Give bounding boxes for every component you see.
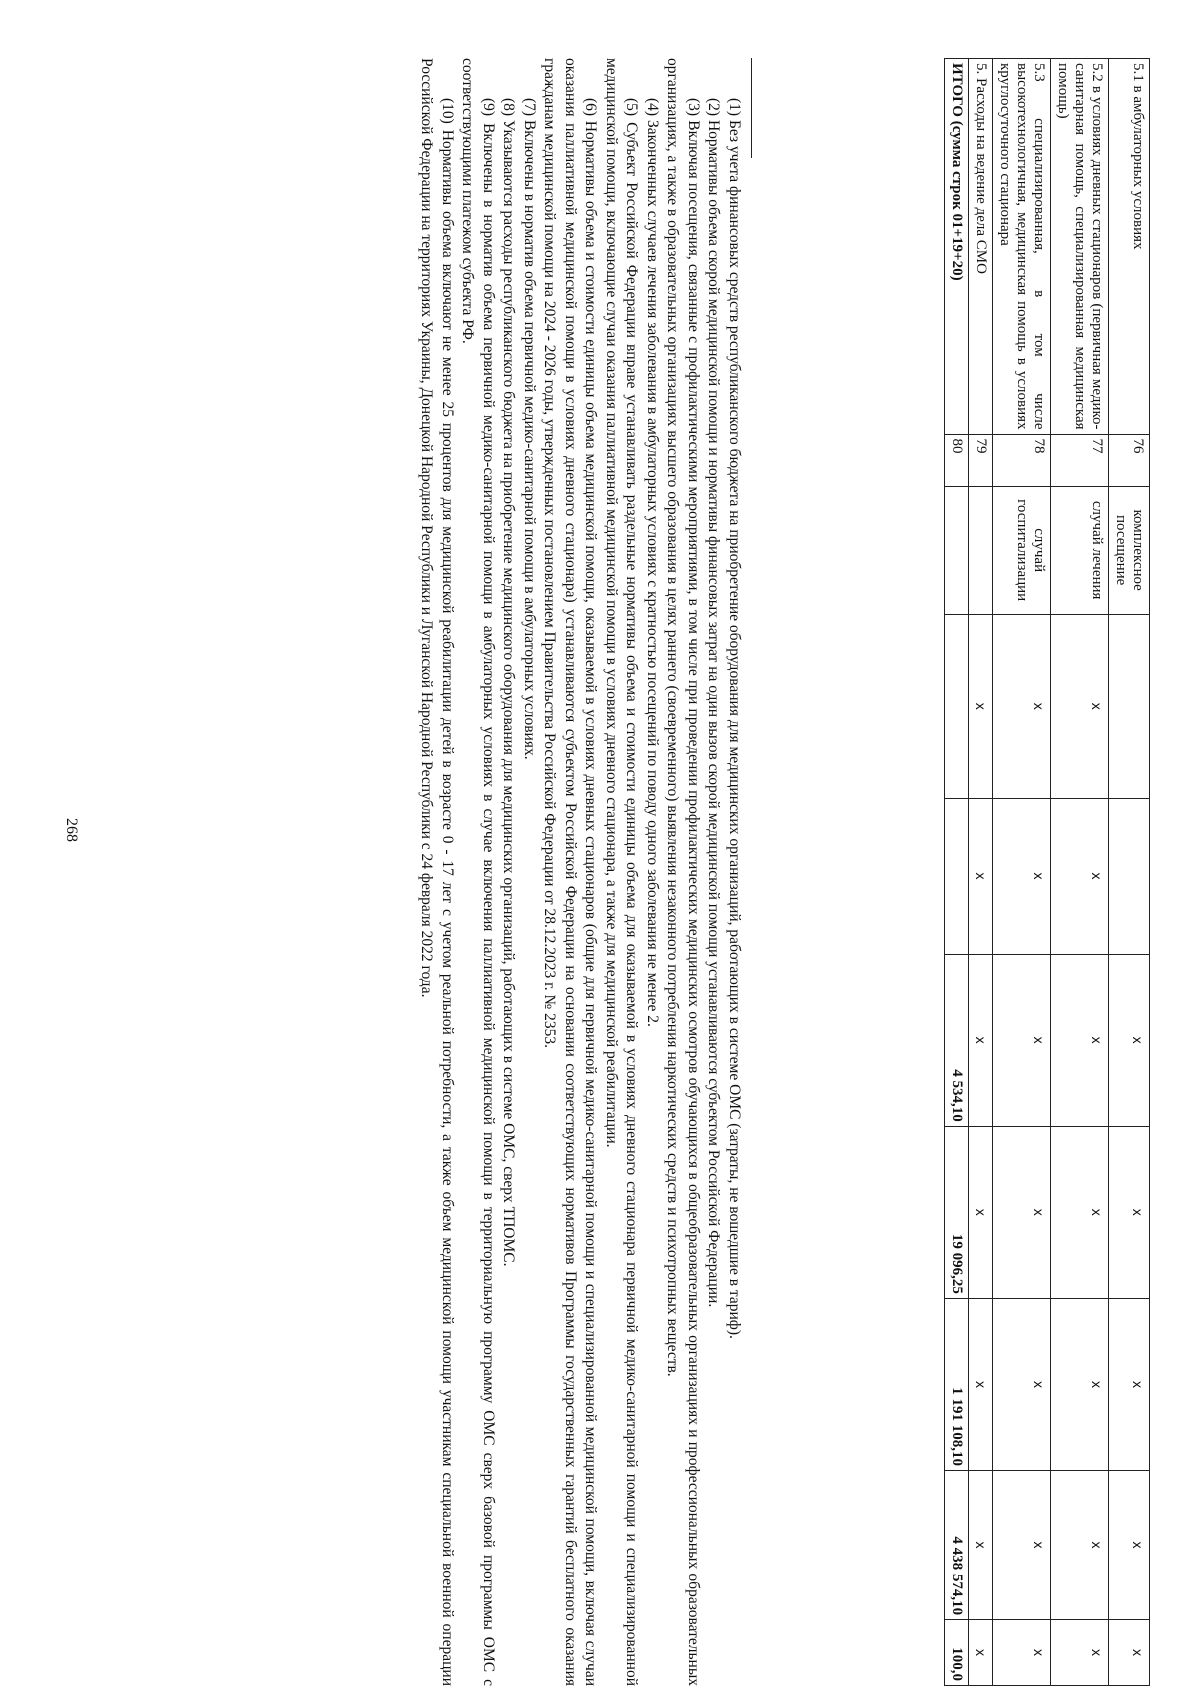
value-cell: x xyxy=(993,1298,1051,1470)
value-cell: x xyxy=(1109,1126,1150,1298)
value-cell xyxy=(945,798,969,954)
total-value-cell: 19 096,25 xyxy=(945,1126,969,1298)
footnote: (4) Законченных случаев лечения заболевания в амбулаторных условиях с кратностью посещений по поводу одного заболевания не менее 2. xyxy=(644,98,661,1027)
value-cell: x xyxy=(993,1126,1051,1298)
value-cell: x xyxy=(1109,1298,1150,1470)
table-row xyxy=(1051,59,1109,1686)
value-cell: x xyxy=(1051,798,1109,954)
unit-cell: случай лечения xyxy=(1051,486,1109,614)
row-name-cell: 5.1 в амбулаторных условиях xyxy=(1109,59,1150,435)
table-total-row xyxy=(945,59,969,1686)
value-cell: x xyxy=(1051,1298,1109,1470)
value-cell: x xyxy=(969,954,993,1126)
value-cell: x xyxy=(969,1126,993,1298)
row-number-cell: 77 xyxy=(1051,434,1109,486)
value-cell: x xyxy=(969,798,993,954)
value-cell: x xyxy=(969,1471,993,1620)
footnote: (7) Включены в норматив объема первичной медико-санитарной помощи в амбулаторных условиях. xyxy=(521,98,538,760)
value-cell: x xyxy=(1051,1620,1109,1686)
row-number-cell: 79 xyxy=(969,434,993,486)
value-cell: x xyxy=(1051,1126,1109,1298)
total-value-cell: 4 438 574,10 xyxy=(945,1471,969,1620)
table-row xyxy=(1109,59,1150,1686)
row-name-cell: 5.3 специализированная, в том числе высокотехнологичная, медицинская помощь в условиях круглосуточного стационара xyxy=(993,59,1051,435)
value-cell: x xyxy=(1051,1471,1109,1620)
value-cell: x xyxy=(1109,954,1150,1126)
row-number-cell: 78 xyxy=(993,434,1051,486)
value-cell: x xyxy=(969,1298,993,1470)
row-number-cell: 80 xyxy=(945,434,969,486)
footnote: (10) Нормативы объема включают не менее 25 процентов для медицинской реабилитации детей в возрасте 0 - 17 лет с учетом реальной потребности, а также объем медицинской помощи участникам специальной военной операции Российской Федерации на территориях Украины, Донецкой Народной Республики и Луганской Народной Республики с 24 февраля 2022 года. xyxy=(418,58,456,1686)
table-row xyxy=(969,59,993,1686)
footnote: (9) Включены в норматив объема первичной медико-санитарной помощи в амбулаторных условиях в случае включения паллиативной медицинской помощи в территориальную программу ОМС сверх базовой программы ОМС с соответствующими платежом субъекта РФ. xyxy=(459,58,497,1686)
footnote: (2) Нормативы объема скорой медицинской помощи и нормативы финансовых затрат на один вызов скорой медицинской помощи устанавливаются субъектом Российской Федерации. xyxy=(705,98,723,1308)
total-label-cell: ИТОГО (сумма строк 01+19+20) xyxy=(945,59,969,435)
footnote: (8) Указываются расходы республиканского бюджета на приобретение медицинского оборудования для медицинских организаций, работающих в системе ОМС, сверх ТПОМС. xyxy=(500,98,518,1267)
unit-cell: случай госпитализации xyxy=(993,486,1051,614)
unit-cell xyxy=(969,486,993,614)
total-value-cell: 4 534,10 xyxy=(945,954,969,1126)
value-cell: x xyxy=(969,1620,993,1686)
value-cell: x xyxy=(969,614,993,798)
unit-cell xyxy=(945,486,969,614)
footnotes xyxy=(416,58,744,1686)
total-value-cell: 1 191 108,10 xyxy=(945,1298,969,1470)
value-cell xyxy=(1109,614,1150,798)
value-cell xyxy=(1109,798,1150,954)
footnote-separator xyxy=(751,58,752,158)
value-cell: x xyxy=(1109,1471,1150,1620)
row-number-cell: 76 xyxy=(1109,434,1150,486)
row-name-cell: 5.2 в условиях дневных стационаров (первичная медико-санитарная помощь, специализированная медицинская помощь) xyxy=(1051,59,1109,435)
footnote: (6) Нормативы объема и стоимости единицы объема медицинской помощи, оказываемой в условиях дневных стационаров (общие для первичной медико-санитарной помощи и специализированной медицинской помощи, включая случаи оказания паллиативной медицинской помощи в условиях дневного стационара) устанавливаются субъектом Российской Федерации на основании соответствующих нормативов Программы государственных гарантий бесплатного оказания гражданам медицинской помощи на 2024 - 2026 годы, утвержденных постановлением Правительства Российской Федерации от 28.12.2023 г. № 2353. xyxy=(541,58,600,1686)
value-cell: x xyxy=(993,1471,1051,1620)
footnote: (1) Без учета финансовых средств республиканского бюджета на приобретение оборудования для медицинских организаций, работающих в системе ОМС (затраты, не вошедшие в тариф). xyxy=(726,98,743,1339)
norms-table xyxy=(944,58,1150,1686)
value-cell: x xyxy=(993,798,1051,954)
value-cell: x xyxy=(1051,614,1109,798)
value-cell: x xyxy=(993,954,1051,1126)
table-row xyxy=(993,59,1051,1686)
unit-cell: комплексное посещение xyxy=(1109,486,1150,614)
footnote: (3) Включая посещения, связанные с профилактическими мероприятиями, в том числе при проведении профилактических медицинских осмотров обучающихся в общеобразовательных организациях и профессиональных образовательных организациях, а также в образовательных организациях высшего образования в целях раннего (своевременного) выявления незаконного потребления наркотических средств и психотропных веществ. xyxy=(664,58,702,1686)
page-number: 268 xyxy=(63,818,80,842)
value-cell: x xyxy=(1109,1620,1150,1686)
value-cell: x xyxy=(1051,954,1109,1126)
total-value-cell: 100,0 xyxy=(945,1620,969,1686)
footnote: (5) Субъект Российской Федерации вправе устанавливать раздельные нормативы объема и стоимости единицы объема для оказываемой в условиях дневного стационара первичной медико-санитарной помощи и специализированной медицинской помощи, включающие случаи оказания паллиативной медицинской помощи в условиях дневного стационара, а также для медицинской реабилитации. xyxy=(603,58,641,1686)
row-name-cell: 5. Расходы на ведение дела СМО xyxy=(969,59,993,435)
value-cell: x xyxy=(993,614,1051,798)
value-cell: x xyxy=(993,1620,1051,1686)
value-cell xyxy=(945,614,969,798)
